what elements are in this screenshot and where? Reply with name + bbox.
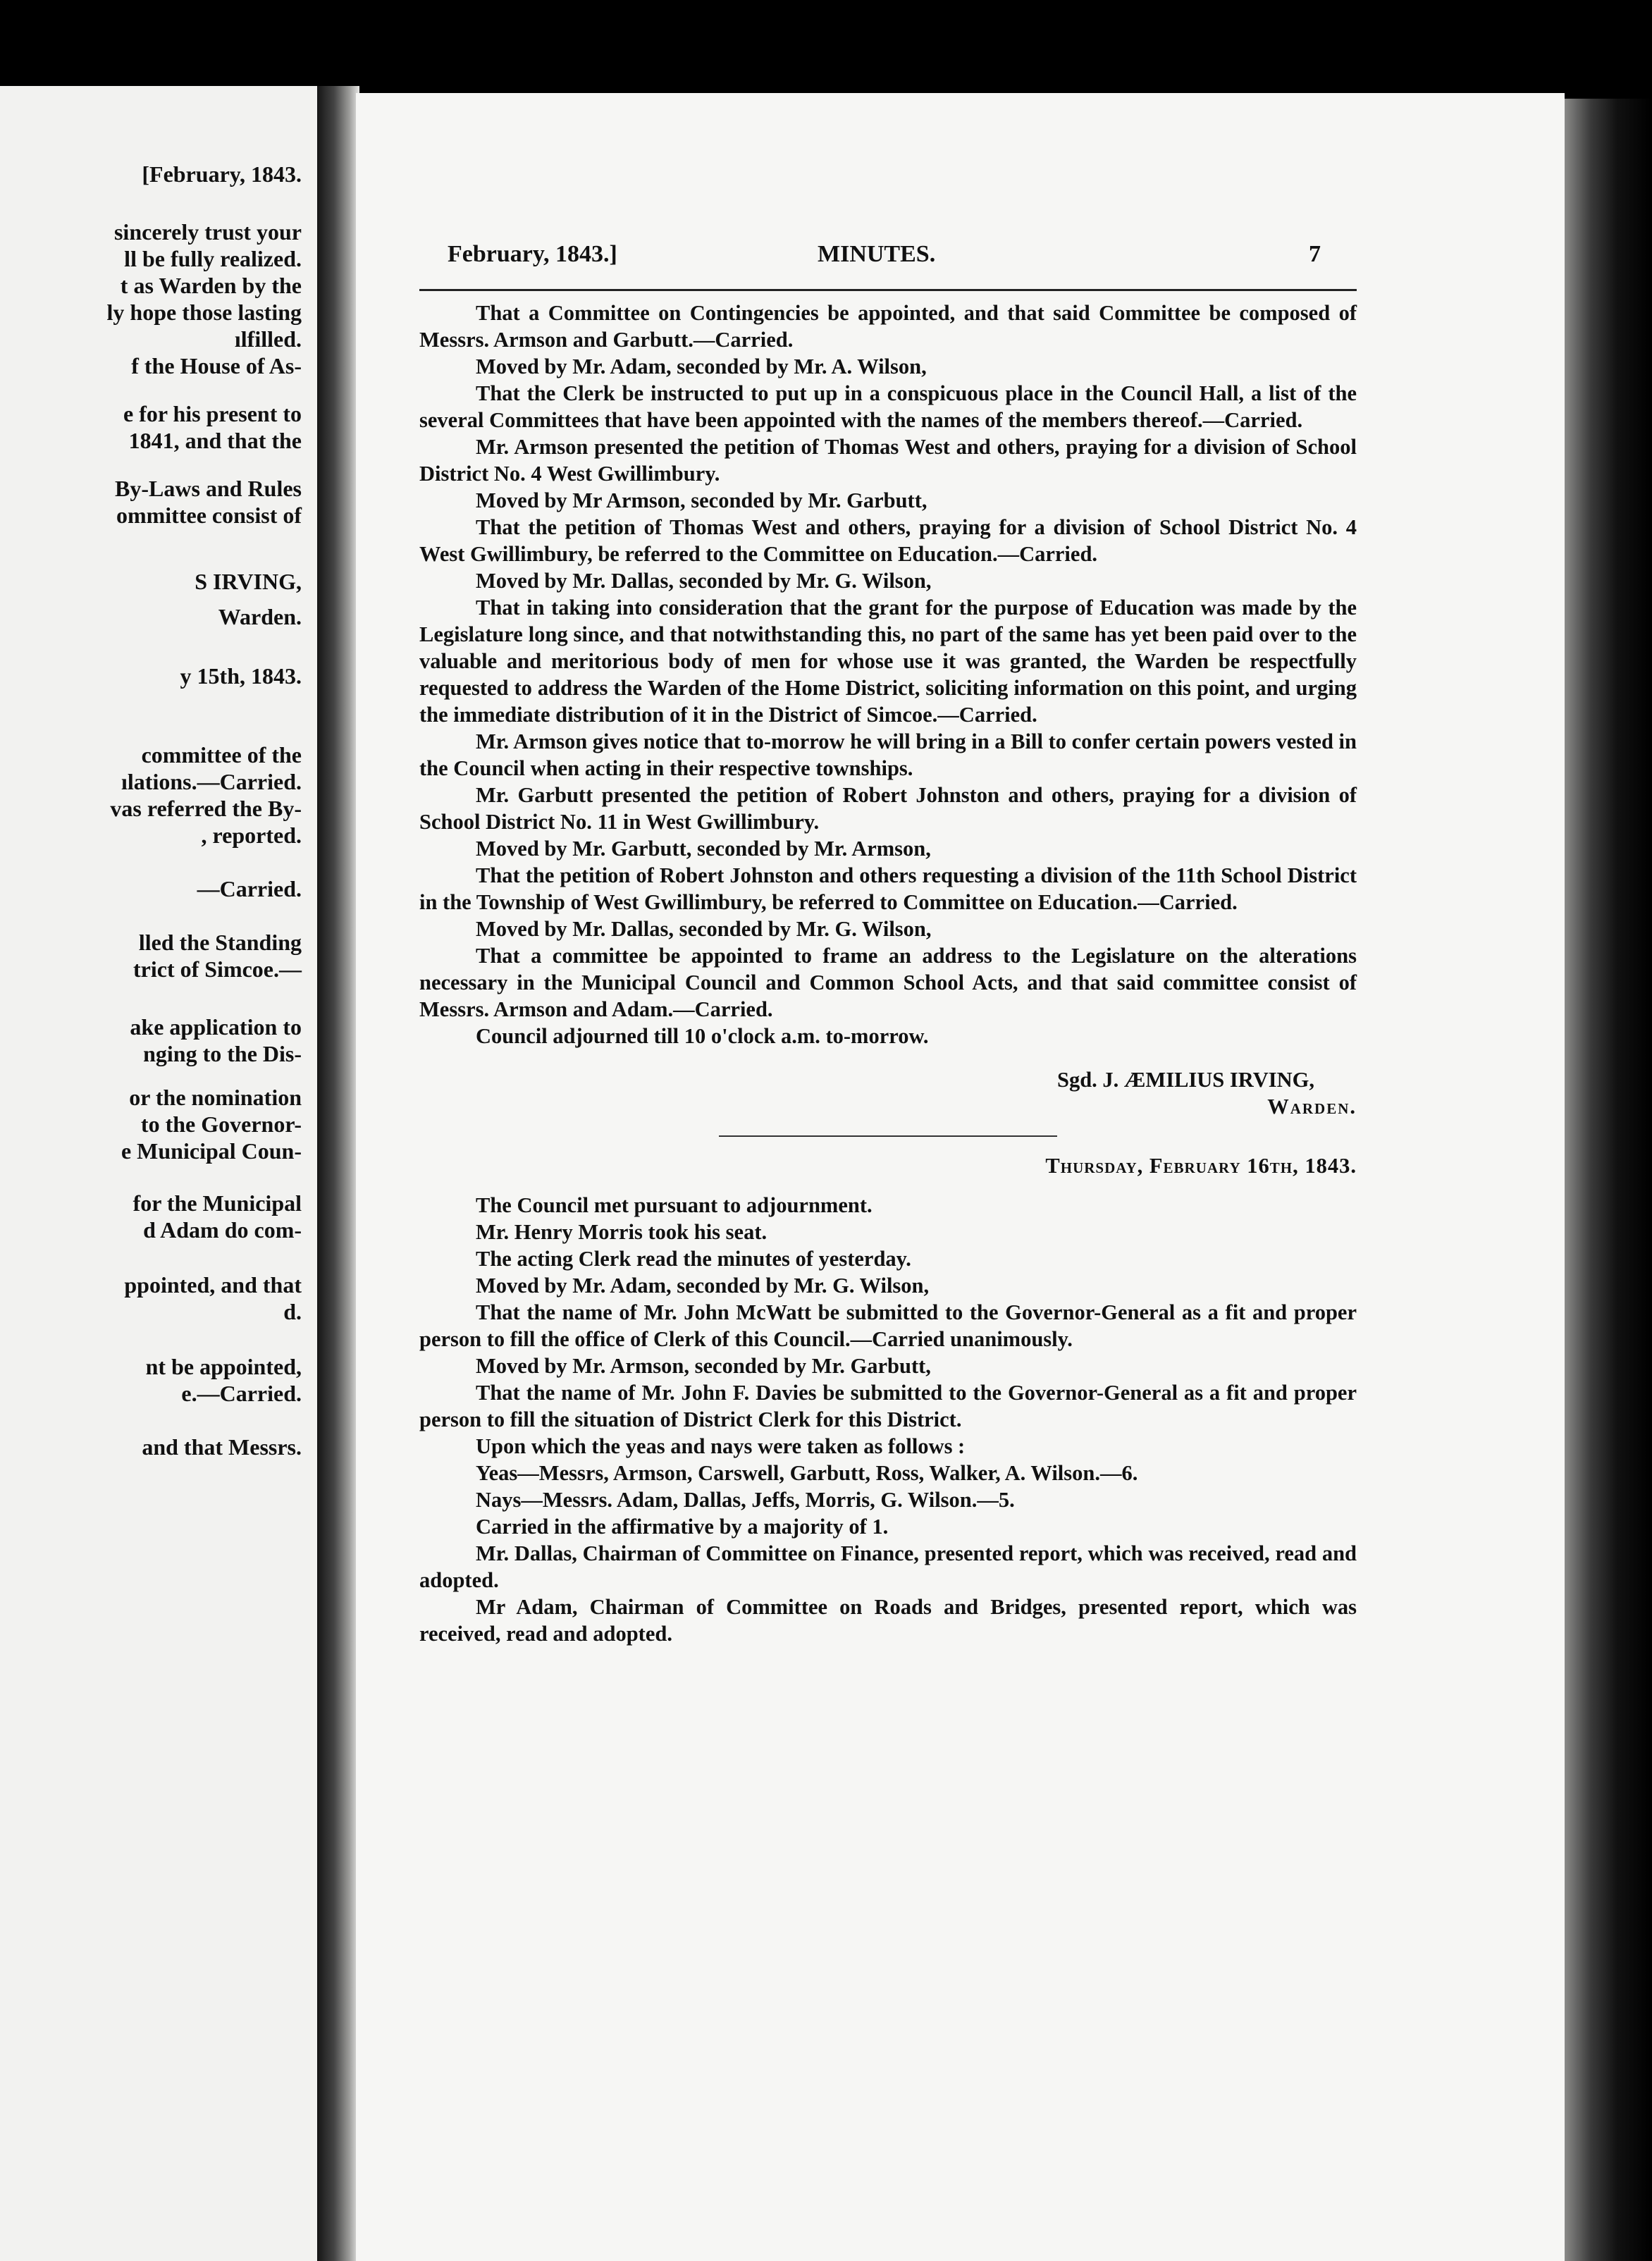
paragraph: The acting Clerk read the minutes of yesterday. — [476, 1247, 911, 1271]
paragraph: That a committee be appointed to frame an address to the Legislature on the alterations necessary in the Municipal Council and Common School Acts, and that said committee consist of Messrs. Armson and Adam.—Carried. — [419, 944, 1357, 1021]
left-page-line: ılfilled. — [234, 326, 302, 352]
paragraph: Mr. Dallas, Chairman of Committee on Finance, presented report, which was received, read and adopted. — [419, 1541, 1357, 1592]
left-page-line: y 15th, 1843. — [180, 663, 302, 689]
left-page-line: ll be fully realized. — [124, 246, 302, 271]
paragraph: The Council met pursuant to adjournment. — [476, 1193, 873, 1217]
paragraph: That the Clerk be instructed to put up in a conspicuous place in the Council Hall, a list of the several Committees that have been appointed with the names of the members thereof.—Carried. — [419, 381, 1357, 432]
left-page-line: trict of Simcoe.— — [132, 956, 302, 982]
left-page-line: t as Warden by the — [120, 273, 302, 298]
paragraph: That the petition of Thomas West and others, praying for a division of School District No. 4 West Gwillimbury, be referred to the Committee on Education.—Carried. — [419, 515, 1357, 566]
left-page-line: ppointed, and that — [124, 1272, 302, 1298]
paragraph: That the name of Mr. John F. Davies be submitted to the Governor-General as a fit and proper person to fill the situation of District Clerk for this District. — [419, 1381, 1357, 1431]
left-page-line: d Adam do com- — [143, 1217, 302, 1243]
left-page-line: d. — [283, 1299, 302, 1324]
left-page-line: nt be appointed, — [145, 1354, 302, 1379]
paragraph: Moved by Mr. Garbutt, seconded by Mr. Armson, — [476, 837, 931, 861]
left-page-line: 1841, and that the — [128, 428, 302, 453]
left-page-line: lled the Standing — [138, 930, 302, 955]
paragraph: Moved by Mr. Dallas, seconded by Mr. G. Wilson, — [476, 917, 932, 941]
paragraph: Mr. Armson presented the petition of Thomas West and others, praying for a division of School District No. 4 West Gwillimbury. — [419, 435, 1357, 486]
left-page-line: ake application to — [130, 1014, 302, 1040]
header-rule — [419, 289, 1357, 291]
paragraph: That the petition of Robert Johnston and others requesting a division of the 11th School District in the Township of West Gwillimbury, be referred to Committee on Education.—Carried. — [419, 863, 1357, 914]
section-separator — [719, 1135, 1057, 1137]
left-page-line: By-Laws and Rules — [115, 476, 302, 501]
running-head-date: February, 1843.] — [448, 241, 617, 267]
left-page-line: for the Municipal — [132, 1190, 302, 1216]
paragraph: That a Committee on Contingencies be appointed, and that said Committee be composed of Messrs. Armson and Garbutt.—Carried. — [419, 301, 1357, 352]
left-page-line: [February, 1843. — [142, 161, 302, 187]
paragraph: Council adjourned till 10 o'clock a.m. to-morrow. — [476, 1024, 929, 1048]
paragraph: Moved by Mr. Armson, seconded by Mr. Garbutt, — [476, 1354, 931, 1378]
running-head-title: MINUTES. — [818, 241, 936, 267]
book-gutter — [317, 86, 359, 2261]
paragraph: That the name of Mr. John McWatt be submitted to the Governor-General as a fit and proper person to fill the office of Clerk of this Council.—Carried unanimously. — [419, 1300, 1357, 1351]
left-page-line: f the House of As- — [131, 353, 302, 378]
paragraph: Mr. Garbutt presented the petition of Robert Johnston and others, praying for a division of School District No. 11 in West Gwillimbury. — [419, 783, 1357, 834]
left-page-line: e.—Carried. — [181, 1381, 302, 1406]
right-page — [356, 93, 1565, 2261]
paragraph: Mr. Armson gives notice that to-morrow he will bring in a Bill to confer certain powers vested in the Council when acting in their respective townships. — [419, 729, 1357, 780]
paragraph: Mr Adam, Chairman of Committee on Roads and Bridges, presented report, which was received, read and adopted. — [419, 1595, 1357, 1646]
left-page-line: nging to the Dis- — [143, 1041, 302, 1066]
page-edge — [1565, 99, 1652, 2261]
left-page-line: committee of the — [141, 742, 302, 768]
left-page-line: ly hope those lasting — [106, 300, 302, 325]
left-page-line: to the Governor- — [140, 1111, 302, 1137]
left-page-line: Warden. — [218, 604, 302, 629]
left-page-line: vas referred the By- — [110, 796, 302, 821]
minutes-body — [419, 300, 1357, 1647]
paragraph: Mr. Henry Morris took his seat. — [476, 1220, 768, 1244]
left-page-line: ommittee consist of — [116, 503, 302, 528]
left-page-line: , reported. — [201, 823, 302, 848]
left-page-line: e Municipal Coun- — [121, 1138, 302, 1164]
paragraph: Carried in the affirmative by a majority of 1. — [476, 1515, 889, 1539]
paragraph: Moved by Mr. Dallas, seconded by Mr. G. Wilson, — [476, 569, 932, 593]
paragraph: That in taking into consideration that the grant for the purpose of Education was made by the Legislature long since, and that notwithstanding this, no part of the same has yet been paid over to the valuable and meritorious body of men for whose use it was granted, the Warden be respectfully requested to address the Warden of the Home District, soliciting information on this point, and urging the immediate distribution of it in the District of Simcoe.—Carried. — [419, 596, 1357, 727]
paragraph: Yeas—Messrs, Armson, Carswell, Garbutt, Ross, Walker, A. Wilson.—6. — [476, 1461, 1138, 1485]
left-page-line: S IRVING, — [195, 569, 302, 594]
left-page-line: e for his present to — [123, 401, 302, 426]
left-page-line: ılations.—Carried. — [121, 769, 302, 794]
paragraph: Upon which the yeas and nays were taken as follows : — [476, 1434, 966, 1458]
left-page-line: —Carried. — [197, 876, 302, 901]
paragraph: Nays—Messrs. Adam, Dallas, Jeffs, Morris, G. Wilson.—5. — [476, 1488, 1015, 1512]
paragraph: Moved by Mr Armson, seconded by Mr. Garbutt, — [476, 488, 927, 512]
signature: Sgd. J. ÆMILIUS IRVING, — [1056, 1068, 1314, 1092]
left-page-line: and that Messrs. — [142, 1434, 302, 1460]
signature-title: Warden. — [1267, 1095, 1357, 1119]
page-number: 7 — [1309, 241, 1321, 267]
paragraph: Moved by Mr. Adam, seconded by Mr. G. Wilson, — [476, 1274, 930, 1298]
left-page-line: or the nomination — [129, 1085, 302, 1110]
left-page — [0, 86, 317, 2261]
session-dateline: Thursday, February 16th, 1843. — [1045, 1154, 1357, 1178]
left-page-line: sincerely trust your — [113, 219, 302, 245]
paragraph: Moved by Mr. Adam, seconded by Mr. A. Wilson, — [476, 355, 927, 378]
